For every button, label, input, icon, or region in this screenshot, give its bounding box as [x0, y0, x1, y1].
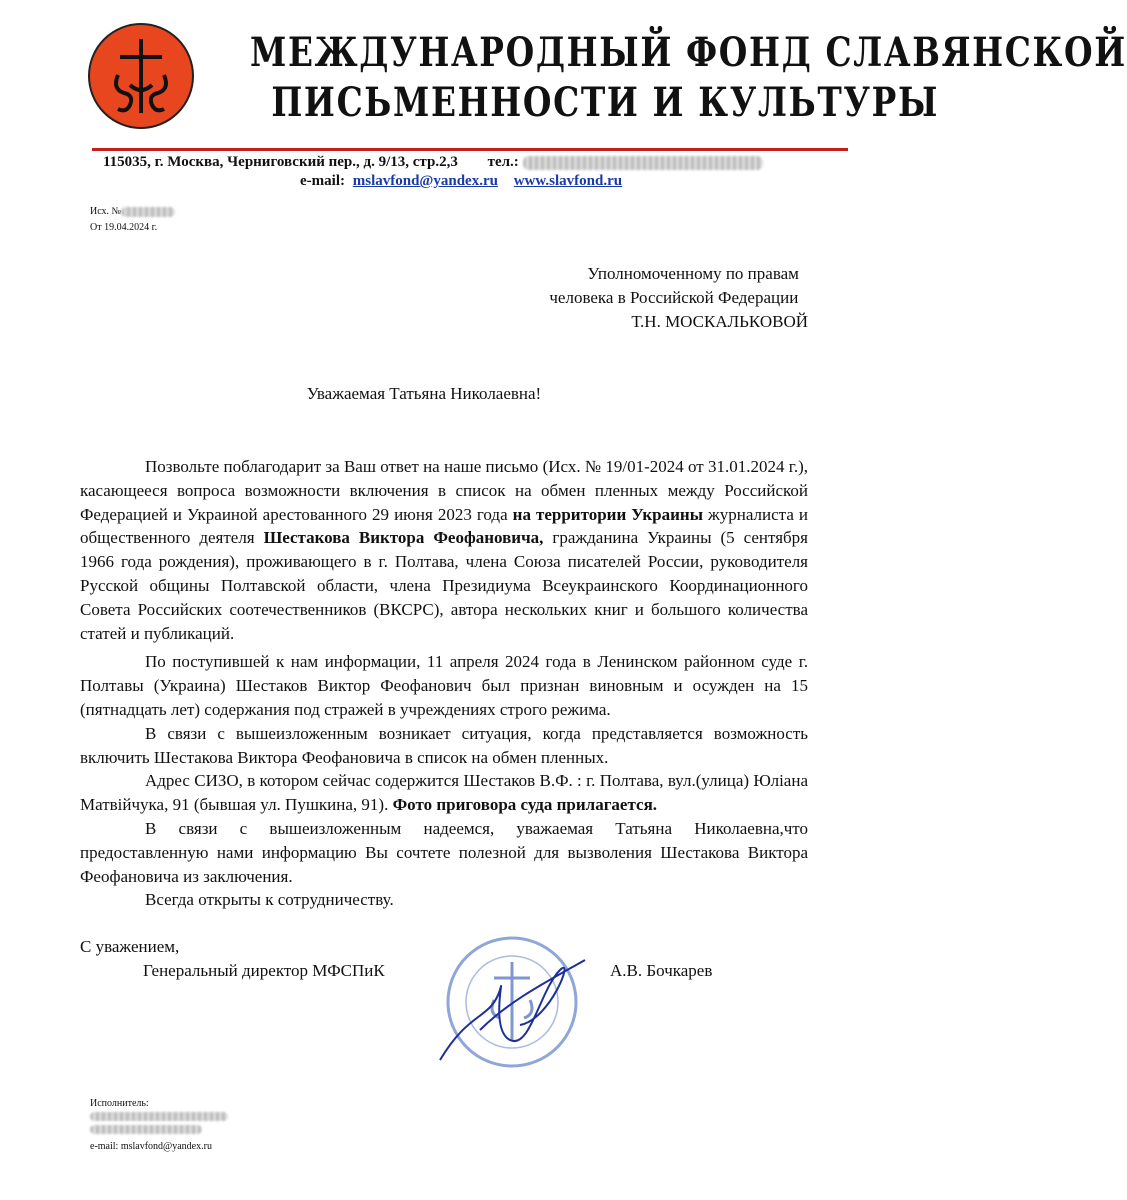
- text: гражданина Украины (5 сентября 1966 года рождения), проживающего в г. Полтава, члена Союза писателей России, руководителя Русской общины Полтавской области, члена Президиума Всеукраинского Координационного Совета Российских соотечественников (ВКСРС), автора нескольких книг и большого количества статей и публикаций.: [80, 528, 808, 643]
- redacted-ref: [121, 207, 175, 217]
- email-link[interactable]: mslavfond@yandex.ru: [352, 173, 498, 189]
- paragraph: [80, 455, 808, 645]
- text: Позвольте поблагодарит за Ваш ответ на наше письмо (Исх. № 19/01-2024 от 31.01.2024 г.), касающееся вопроса возможности включения в список на обмен пленных между Российской Федерацией и Украиной арестованного 29 июня 2023 года: [80, 457, 808, 524]
- text: журналиста и общественного деятеля: [80, 504, 808, 548]
- header-divider: [92, 148, 848, 151]
- text-bold: Шестакова Виктора Феофановича,: [263, 528, 544, 548]
- addressee-line: Уполномоченному по правам: [587, 264, 799, 283]
- foundation-logo: [88, 23, 194, 129]
- title-line-1: МЕЖДУНАРОДНЫЙ ФОНД СЛАВЯНСКОЙ: [250, 29, 1127, 76]
- paragraph: Всегда открыты к сотрудничеству.: [145, 890, 394, 910]
- executor-label: Исполнитель:: [90, 1098, 149, 1109]
- executor-email: e-mail: mslavfond@yandex.ru: [90, 1141, 212, 1152]
- addressee-line: человека в Российской Федерации: [549, 288, 799, 307]
- text-bold: на территории Украины: [512, 504, 703, 524]
- redacted-executor-phone: [90, 1125, 202, 1134]
- website-link[interactable]: www.slavfond.ru: [513, 173, 623, 189]
- letter-date: От 19.04.2024 г.: [90, 222, 158, 233]
- addressee-block: [549, 262, 808, 334]
- addressee-line: Т.Н. МОСКАЛЬКОВОЙ: [631, 312, 808, 331]
- greeting: Уважаемая Татьяна Николаевна!: [306, 384, 542, 403]
- address: 115035, г. Москва, Черниговский пер., д. 9/13, стр.2,3: [103, 154, 458, 170]
- text-bold: Фото приговора суда прилагается.: [392, 795, 658, 815]
- redacted-executor-name: [90, 1112, 228, 1121]
- closing: С уважением,: [80, 937, 180, 956]
- paragraph: По поступившей к нам информации, 11 апреля 2024 года в Ленинском районном суде г. Полтавы (Украина) Шестаков Виктор Феофанович был признан виновным и осужден на 15 (пятнадцать лет) содержания под стражей в учреждениях строго режима.: [80, 652, 808, 719]
- signer-name: А.В. Бочкарев: [610, 961, 713, 980]
- email-label: e-mail:: [300, 173, 345, 189]
- title-line-2: ПИСЬМЕННОСТИ И КУЛЬТУРЫ: [271, 79, 940, 126]
- paragraph: В связи с вышеизложенным надеемся, уважаемая Татьяна Николаевна,что предоставленную нами информацию Вы сочтете полезной для вызволения Шестакова Виктора Феофановича из заключения.: [80, 818, 808, 886]
- paragraph: В связи с вышеизложенным возникает ситуация, когда представляется возможность включить Шестакова Виктора Феофановича в список на обмен пленных.: [80, 723, 808, 767]
- letter-body: [80, 455, 808, 912]
- address-line: [103, 154, 763, 171]
- signature-block: [80, 935, 808, 983]
- text: Адрес СИЗО, в котором сейчас содержится Шестаков В.Ф. : г. Полтава, вул.(улица) Юліана Матвійчука, 91 (бывшая ул. Пушкина, 91).: [80, 771, 808, 815]
- paragraph: [80, 769, 808, 817]
- signer-position: Генеральный директор МФСПиК: [143, 961, 385, 980]
- redacted-phone: [523, 156, 763, 170]
- contact-line: [300, 173, 622, 190]
- ref-label: Исх. №: [90, 206, 122, 217]
- ref-number: [90, 206, 175, 217]
- phone-label: тел.:: [487, 154, 519, 170]
- foundation-title: [250, 28, 1127, 128]
- executor-block: [90, 1097, 228, 1153]
